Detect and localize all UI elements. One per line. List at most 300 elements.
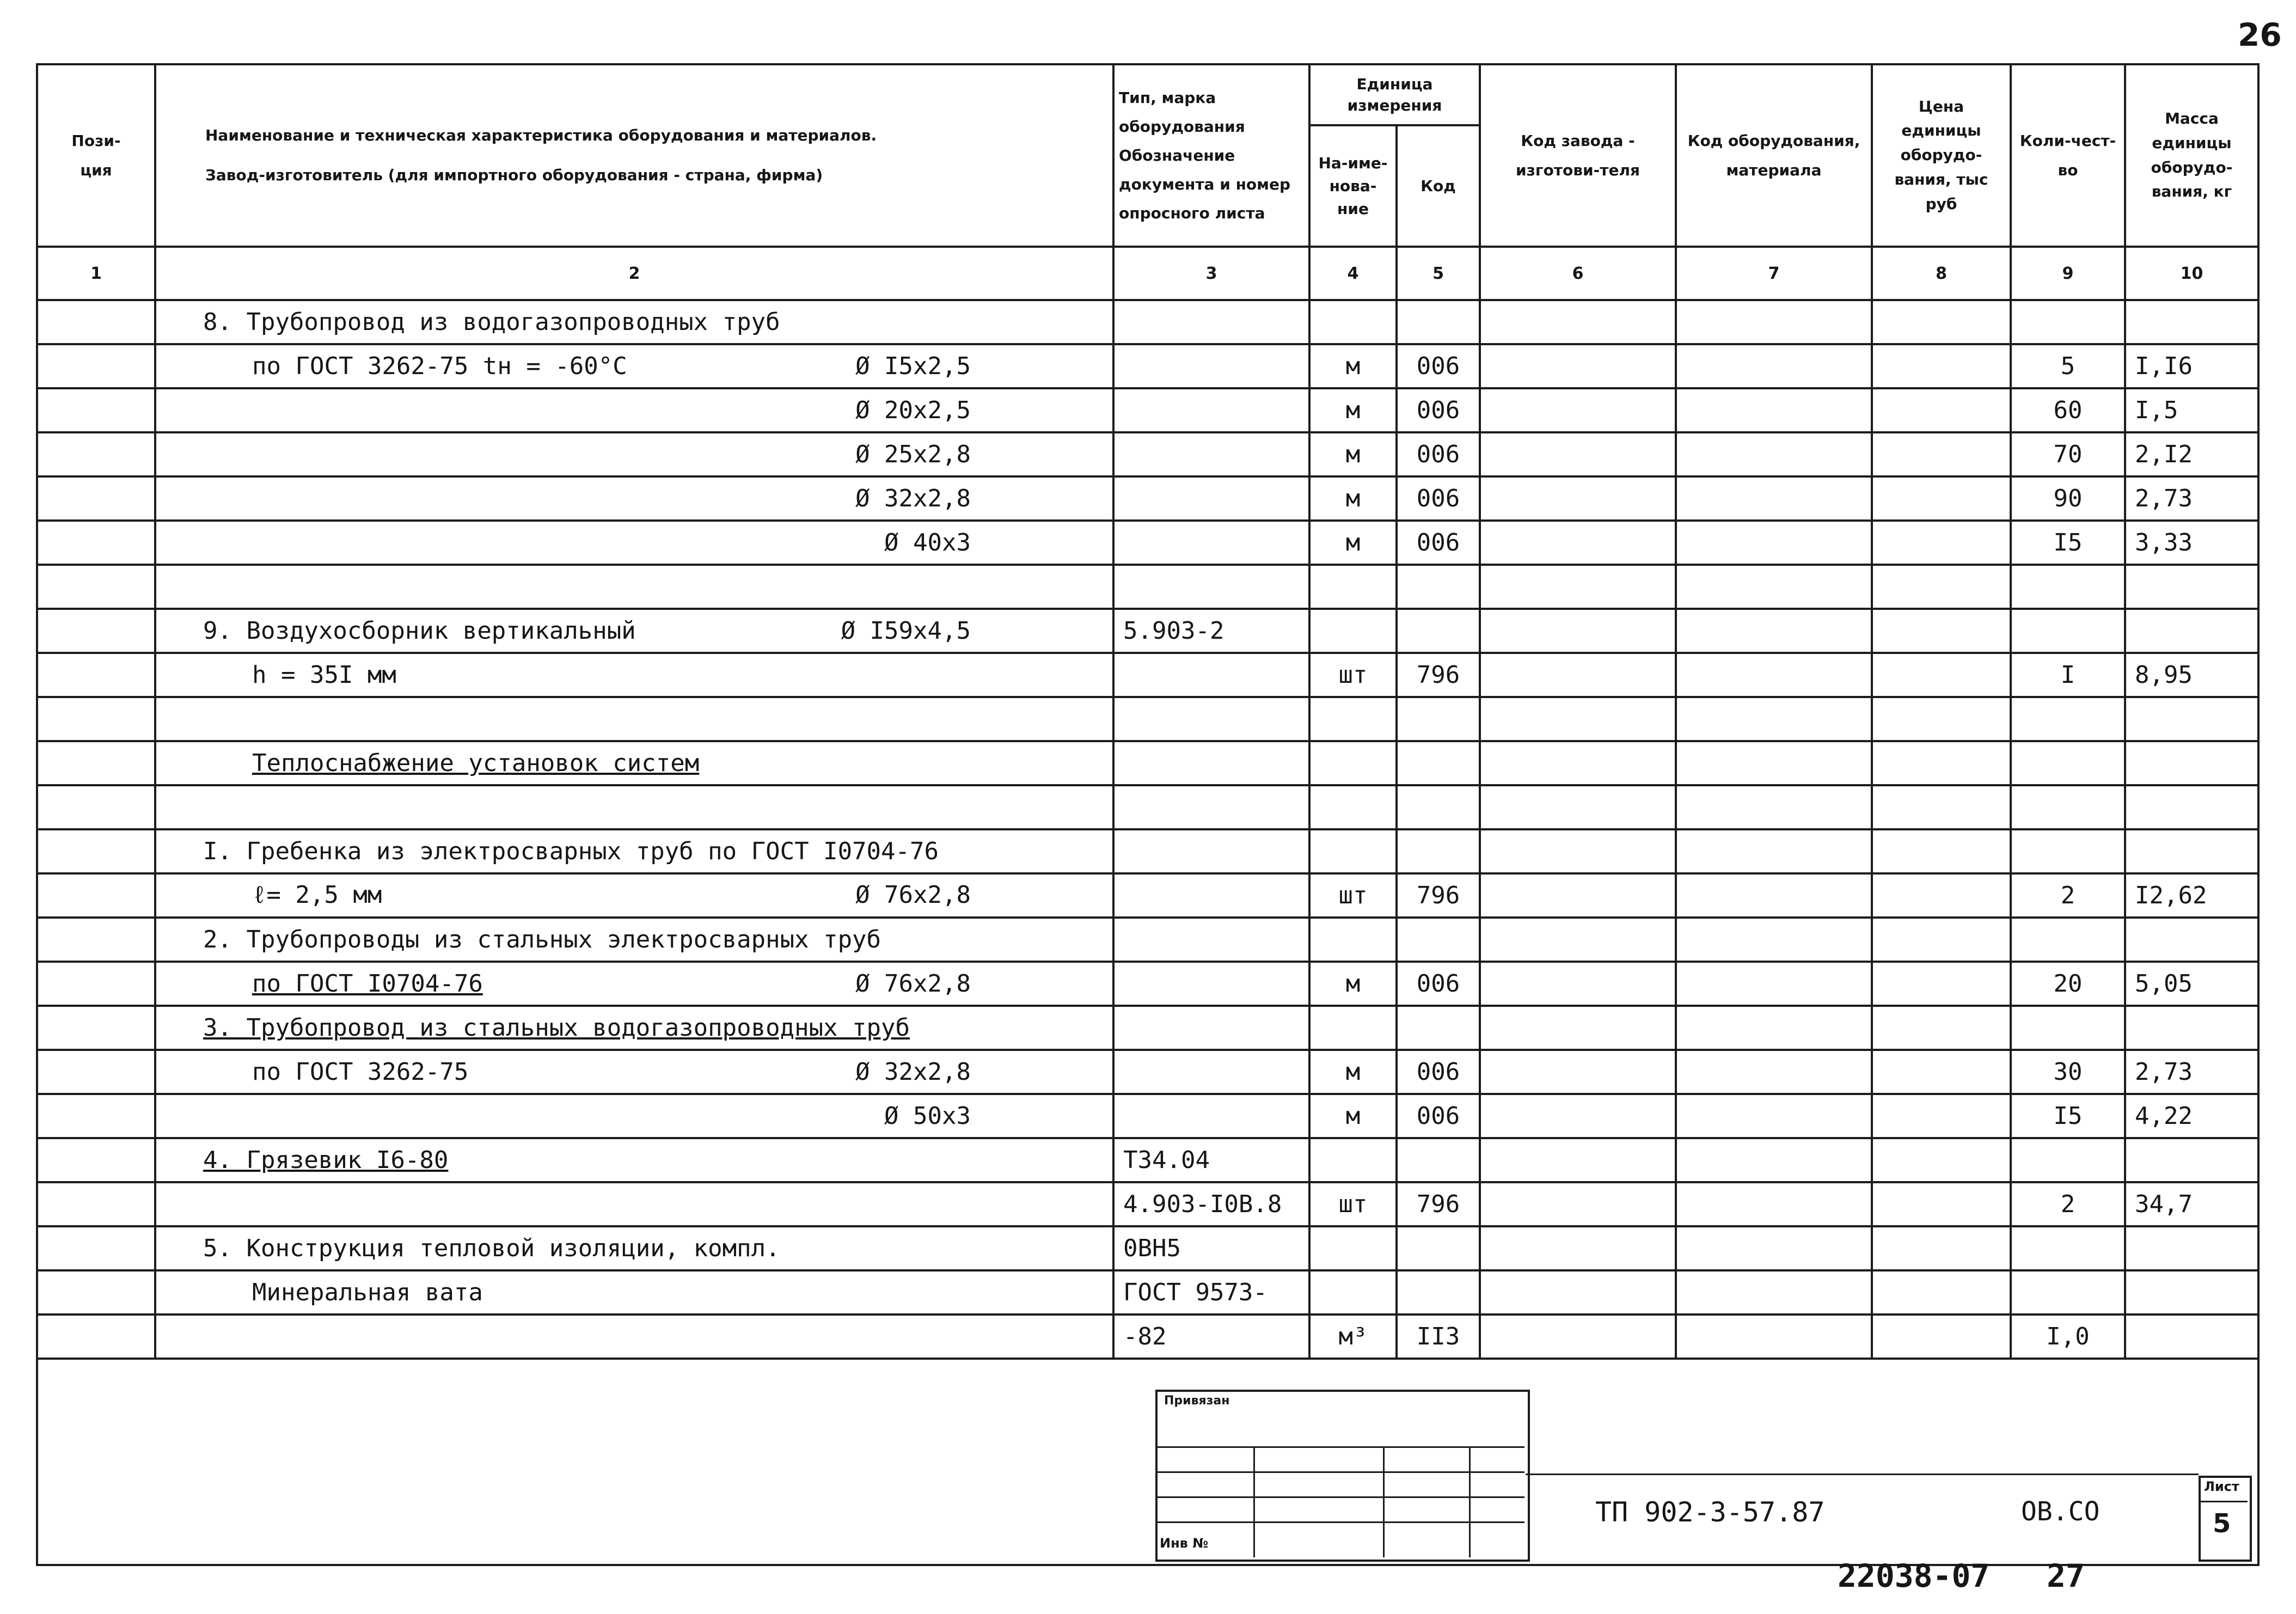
header-mass: Масса единицы оборудо-вания, кг — [2125, 64, 2258, 247]
item-name — [165, 441, 252, 468]
item-dimension: Ø 32х2,8 — [855, 485, 971, 512]
name-cell — [155, 741, 1113, 785]
stamp-line — [1383, 1446, 1385, 1557]
mass-cell: 3,33 — [2125, 521, 2258, 565]
item-dimension: Ø 40х3 — [884, 529, 971, 557]
item-name: 3. Трубопровод из стальных водогазопроводных труб — [203, 1014, 910, 1042]
material-code-cell — [1676, 609, 1872, 653]
material-code-cell — [1676, 300, 1872, 344]
unit-cell: м — [1309, 962, 1397, 1006]
name-cell — [155, 1315, 1113, 1359]
quantity-cell: I5 — [2011, 521, 2125, 565]
item-name: I. Гребенка из электросварных труб по ГОСТ I0704-76 — [203, 837, 939, 865]
position-cell — [37, 388, 155, 432]
title-block-line — [1526, 1474, 2199, 1475]
header-quantity: Коли-чест-во — [2011, 64, 2125, 247]
position-cell — [37, 344, 155, 388]
header-row — [37, 64, 2258, 125]
quantity-cell — [2011, 918, 2125, 962]
table-row — [37, 521, 2258, 565]
table-row — [37, 653, 2258, 697]
quantity-cell — [2011, 697, 2125, 741]
unit-code-cell: 006 — [1397, 476, 1480, 521]
unit-cell: м — [1309, 476, 1397, 521]
position-cell — [37, 829, 155, 873]
name-cell — [155, 300, 1113, 344]
unit-code-cell — [1397, 565, 1480, 609]
unit-code-cell: 006 — [1397, 1094, 1480, 1138]
table-row — [37, 697, 2258, 741]
type-cell — [1113, 873, 1309, 918]
header-type: Тип, марка оборудования Обозначение документа и номер опросного листа — [1113, 64, 1309, 247]
item-name: 9. Воздухосборник вертикальный — [203, 617, 636, 645]
name-cell — [155, 829, 1113, 873]
mass-cell: 4,22 — [2125, 1094, 2258, 1138]
table-row — [37, 785, 2258, 829]
quantity-cell: 20 — [2011, 962, 2125, 1006]
mass-cell — [2125, 697, 2258, 741]
material-code-cell — [1676, 785, 1872, 829]
table-row — [37, 1006, 2258, 1050]
price-cell — [1872, 300, 2011, 344]
mass-cell: 8,95 — [2125, 653, 2258, 697]
quantity-cell — [2011, 829, 2125, 873]
item-name — [165, 1102, 252, 1130]
factory-code-cell — [1480, 697, 1676, 741]
item-name: ℓ= 2,5 мм — [252, 881, 382, 909]
factory-code-cell — [1480, 521, 1676, 565]
price-cell — [1872, 653, 2011, 697]
material-code-cell — [1676, 653, 1872, 697]
unit-code-cell: 006 — [1397, 432, 1480, 476]
name-cell — [155, 1226, 1113, 1270]
quantity-cell: 70 — [2011, 432, 2125, 476]
unit-cell — [1309, 741, 1397, 785]
type-cell — [1113, 918, 1309, 962]
header-factory-code: Код завода - изготови-теля — [1480, 64, 1676, 247]
quantity-cell — [2011, 609, 2125, 653]
attachment-stamp — [1155, 1390, 1530, 1562]
unit-cell — [1309, 565, 1397, 609]
material-code-cell — [1676, 432, 1872, 476]
position-cell — [37, 785, 155, 829]
material-code-cell — [1676, 476, 1872, 521]
unit-cell — [1309, 609, 1397, 653]
position-cell — [37, 1226, 155, 1270]
factory-code-cell — [1480, 1050, 1676, 1094]
price-cell — [1872, 476, 2011, 521]
price-cell — [1872, 1182, 2011, 1226]
material-code-cell — [1676, 344, 1872, 388]
sheet-box-line — [2200, 1501, 2248, 1502]
material-code-cell — [1676, 1138, 1872, 1182]
factory-code-cell — [1480, 741, 1676, 785]
unit-code-cell — [1397, 609, 1480, 653]
price-cell — [1872, 609, 2011, 653]
item-name: h = 35I мм — [252, 661, 396, 689]
quantity-cell: 5 — [2011, 344, 2125, 388]
item-name: 5. Конструкция тепловой изоляции, компл. — [203, 1234, 780, 1262]
price-cell — [1872, 918, 2011, 962]
factory-code-cell — [1480, 1226, 1676, 1270]
position-cell — [37, 697, 155, 741]
price-cell — [1872, 565, 2011, 609]
type-cell: 0ВН5 — [1113, 1226, 1309, 1270]
unit-cell: м — [1309, 1094, 1397, 1138]
stamp-line — [1469, 1446, 1471, 1557]
factory-code-cell — [1480, 962, 1676, 1006]
table-row — [37, 609, 2258, 653]
unit-code-cell: 006 — [1397, 962, 1480, 1006]
name-cell — [155, 1182, 1113, 1226]
factory-code-cell — [1480, 1315, 1676, 1359]
stamp-line — [1253, 1446, 1255, 1557]
position-cell — [37, 1094, 155, 1138]
name-cell — [155, 1270, 1113, 1315]
item-dimension: Ø I5х2,5 — [855, 352, 971, 380]
item-name: Теплоснабжение установок систем — [252, 749, 700, 777]
unit-code-cell — [1397, 1270, 1480, 1315]
price-cell — [1872, 1006, 2011, 1050]
material-code-cell — [1676, 697, 1872, 741]
item-name: 8. Трубопровод из водогазопроводных труб — [203, 308, 780, 336]
table-row — [37, 1315, 2258, 1359]
material-code-cell — [1676, 873, 1872, 918]
material-code-cell — [1676, 1226, 1872, 1270]
document-code: ТП 902-3-57.87 — [1595, 1496, 1825, 1528]
unit-cell — [1309, 918, 1397, 962]
unit-code-cell — [1397, 918, 1480, 962]
header-name-line1: Наименование и техническая характеристика оборудования и материалов. — [205, 126, 877, 144]
factory-code-cell — [1480, 1094, 1676, 1138]
type-cell — [1113, 344, 1309, 388]
type-cell — [1113, 1050, 1309, 1094]
mass-cell — [2125, 741, 2258, 785]
price-cell — [1872, 1138, 2011, 1182]
price-cell — [1872, 344, 2011, 388]
unit-cell: шт — [1309, 653, 1397, 697]
price-cell — [1872, 388, 2011, 432]
column-number: 6 — [1480, 247, 1676, 300]
unit-cell: м — [1309, 521, 1397, 565]
price-cell — [1872, 1226, 2011, 1270]
price-cell — [1872, 697, 2011, 741]
factory-code-cell — [1480, 785, 1676, 829]
name-cell — [155, 1094, 1113, 1138]
unit-code-cell: 006 — [1397, 521, 1480, 565]
factory-code-cell — [1480, 432, 1676, 476]
position-cell — [37, 476, 155, 521]
mass-cell: I2,62 — [2125, 873, 2258, 918]
factory-code-cell — [1480, 918, 1676, 962]
material-code-cell — [1676, 565, 1872, 609]
price-cell — [1872, 741, 2011, 785]
column-number: 3 — [1113, 247, 1309, 300]
unit-code-cell: 796 — [1397, 1182, 1480, 1226]
price-cell — [1872, 962, 2011, 1006]
unit-cell — [1309, 1270, 1397, 1315]
specification-table — [36, 63, 2260, 1360]
unit-cell: шт — [1309, 1182, 1397, 1226]
mass-cell: I,5 — [2125, 388, 2258, 432]
material-code-cell — [1676, 1182, 1872, 1226]
unit-code-cell — [1397, 697, 1480, 741]
quantity-cell: 2 — [2011, 873, 2125, 918]
unit-code-cell — [1397, 1226, 1480, 1270]
name-cell — [155, 432, 1113, 476]
price-cell — [1872, 432, 2011, 476]
table-row — [37, 918, 2258, 962]
item-name — [165, 485, 252, 512]
position-cell — [37, 1315, 155, 1359]
price-cell — [1872, 1050, 2011, 1094]
table-row — [37, 300, 2258, 344]
type-cell — [1113, 521, 1309, 565]
item-dimension: Ø 76х2,8 — [855, 881, 971, 909]
item-dimension: Ø 20х2,5 — [855, 396, 971, 424]
header-name — [155, 64, 1113, 247]
name-cell — [155, 521, 1113, 565]
table-row — [37, 1094, 2258, 1138]
factory-code-cell — [1480, 565, 1676, 609]
mass-cell — [2125, 829, 2258, 873]
price-cell — [1872, 829, 2011, 873]
type-cell — [1113, 653, 1309, 697]
quantity-cell — [2011, 1270, 2125, 1315]
type-cell — [1113, 300, 1309, 344]
name-cell — [155, 962, 1113, 1006]
position-cell — [37, 1138, 155, 1182]
unit-code-cell — [1397, 300, 1480, 344]
mass-cell — [2125, 1270, 2258, 1315]
type-cell — [1113, 697, 1309, 741]
material-code-cell — [1676, 1006, 1872, 1050]
mass-cell: 2,73 — [2125, 476, 2258, 521]
item-dimension: Ø 32х2,8 — [855, 1058, 971, 1086]
item-name: по ГОСТ 3262-75 tн = -60°С — [252, 352, 627, 380]
position-cell — [37, 609, 155, 653]
material-code-cell — [1676, 1094, 1872, 1138]
table-row — [37, 962, 2258, 1006]
quantity-cell: I5 — [2011, 1094, 2125, 1138]
factory-code-cell — [1480, 653, 1676, 697]
document-suffix: ОВ.СО — [2021, 1496, 2100, 1527]
table-row — [37, 1138, 2258, 1182]
material-code-cell — [1676, 741, 1872, 785]
factory-code-cell — [1480, 388, 1676, 432]
position-cell — [37, 521, 155, 565]
item-name — [165, 529, 252, 557]
quantity-cell: I,0 — [2011, 1315, 2125, 1359]
mass-cell — [2125, 300, 2258, 344]
table-body — [37, 300, 2258, 1359]
type-cell — [1113, 741, 1309, 785]
factory-code-cell — [1480, 1270, 1676, 1315]
factory-code-cell — [1480, 300, 1676, 344]
mass-cell — [2125, 1138, 2258, 1182]
column-number: 4 — [1309, 247, 1397, 300]
mass-cell — [2125, 1006, 2258, 1050]
header-material-code: Код оборудования, материала — [1676, 64, 1872, 247]
column-number: 8 — [1872, 247, 2011, 300]
column-number: 9 — [2011, 247, 2125, 300]
item-dimension: Ø 25х2,8 — [855, 441, 971, 468]
name-cell — [155, 565, 1113, 609]
unit-cell — [1309, 785, 1397, 829]
factory-code-cell — [1480, 1138, 1676, 1182]
sheet-label: Лист — [2204, 1479, 2239, 1494]
mass-cell: 2,73 — [2125, 1050, 2258, 1094]
type-cell — [1113, 1094, 1309, 1138]
unit-cell: м — [1309, 344, 1397, 388]
table-row — [37, 388, 2258, 432]
unit-cell — [1309, 1226, 1397, 1270]
header-position: Пози- ция — [37, 64, 155, 247]
type-cell — [1113, 1006, 1309, 1050]
unit-cell — [1309, 829, 1397, 873]
header-unit-code: Код — [1397, 125, 1480, 247]
mass-cell — [2125, 785, 2258, 829]
quantity-cell — [2011, 300, 2125, 344]
unit-code-cell — [1397, 1138, 1480, 1182]
quantity-cell — [2011, 565, 2125, 609]
factory-code-cell — [1480, 1006, 1676, 1050]
type-cell — [1113, 829, 1309, 873]
unit-code-cell — [1397, 741, 1480, 785]
price-cell — [1872, 785, 2011, 829]
table-row — [37, 1182, 2258, 1226]
mass-cell — [2125, 565, 2258, 609]
price-cell — [1872, 1315, 2011, 1359]
header-name-line2: Завод-изготовитель (для импортного оборудования - страна, фирма) — [205, 166, 823, 184]
material-code-cell — [1676, 1050, 1872, 1094]
unit-cell — [1309, 1138, 1397, 1182]
quantity-cell — [2011, 1006, 2125, 1050]
mass-cell: 5,05 — [2125, 962, 2258, 1006]
table-row — [37, 432, 2258, 476]
name-cell — [155, 697, 1113, 741]
unit-cell: шт — [1309, 873, 1397, 918]
mass-cell: 2,I2 — [2125, 432, 2258, 476]
quantity-cell — [2011, 741, 2125, 785]
quantity-cell: 30 — [2011, 1050, 2125, 1094]
column-numbers-row — [37, 247, 2258, 300]
header-unit-group: Единица измерения — [1309, 64, 1480, 125]
unit-cell: м³ — [1309, 1315, 1397, 1359]
name-cell — [155, 1050, 1113, 1094]
type-cell: 5.903-2 — [1113, 609, 1309, 653]
position-cell — [37, 432, 155, 476]
page-number: 26 — [2238, 16, 2282, 53]
order-number: 22038-07 27 — [1838, 1557, 2085, 1594]
name-cell — [155, 653, 1113, 697]
inventory-label: Инв № — [1160, 1536, 1209, 1551]
position-cell — [37, 300, 155, 344]
material-code-cell — [1676, 829, 1872, 873]
item-dimension: Ø I59х4,5 — [841, 617, 971, 645]
price-cell — [1872, 1094, 2011, 1138]
type-cell: -82 — [1113, 1315, 1309, 1359]
column-number: 2 — [155, 247, 1113, 300]
mass-cell — [2125, 1315, 2258, 1359]
unit-code-cell — [1397, 829, 1480, 873]
item-dimension: Ø 50х3 — [884, 1102, 971, 1130]
factory-code-cell — [1480, 344, 1676, 388]
quantity-cell: I — [2011, 653, 2125, 697]
sheet-number: 5 — [2213, 1508, 2231, 1539]
factory-code-cell — [1480, 609, 1676, 653]
material-code-cell — [1676, 1270, 1872, 1315]
factory-code-cell — [1480, 829, 1676, 873]
position-cell — [37, 653, 155, 697]
name-cell — [155, 1006, 1113, 1050]
column-number: 1 — [37, 247, 155, 300]
unit-cell — [1309, 1006, 1397, 1050]
mass-cell: I,I6 — [2125, 344, 2258, 388]
unit-cell — [1309, 697, 1397, 741]
quantity-cell — [2011, 1226, 2125, 1270]
item-name: по ГОСТ I0704-76 — [252, 970, 483, 998]
quantity-cell: 2 — [2011, 1182, 2125, 1226]
price-cell — [1872, 1270, 2011, 1315]
table-row — [37, 476, 2258, 521]
position-cell — [37, 1050, 155, 1094]
unit-code-cell: 006 — [1397, 344, 1480, 388]
mass-cell — [2125, 918, 2258, 962]
unit-cell: м — [1309, 388, 1397, 432]
item-name: Минеральная вата — [252, 1279, 483, 1306]
quantity-cell — [2011, 785, 2125, 829]
table-row — [37, 741, 2258, 785]
quantity-cell — [2011, 1138, 2125, 1182]
unit-cell: м — [1309, 432, 1397, 476]
name-cell — [155, 873, 1113, 918]
unit-code-cell: 796 — [1397, 653, 1480, 697]
position-cell — [37, 873, 155, 918]
position-cell — [37, 1182, 155, 1226]
type-cell: 4.903-I0В.8 — [1113, 1182, 1309, 1226]
column-number: 5 — [1397, 247, 1480, 300]
mass-cell — [2125, 1226, 2258, 1270]
quantity-cell: 90 — [2011, 476, 2125, 521]
unit-code-cell — [1397, 785, 1480, 829]
position-cell — [37, 1006, 155, 1050]
material-code-cell — [1676, 1315, 1872, 1359]
item-name: по ГОСТ 3262-75 — [252, 1058, 469, 1086]
table-row — [37, 1270, 2258, 1315]
type-cell — [1113, 785, 1309, 829]
name-cell — [155, 785, 1113, 829]
position-cell — [37, 741, 155, 785]
stamp-label: Привязан — [1164, 1394, 1230, 1408]
type-cell: ГОСТ 9573- — [1113, 1270, 1309, 1315]
factory-code-cell — [1480, 873, 1676, 918]
factory-code-cell — [1480, 476, 1676, 521]
material-code-cell — [1676, 962, 1872, 1006]
unit-code-cell: 006 — [1397, 388, 1480, 432]
unit-code-cell: II3 — [1397, 1315, 1480, 1359]
name-cell — [155, 388, 1113, 432]
type-cell — [1113, 962, 1309, 1006]
factory-code-cell — [1480, 1182, 1676, 1226]
type-cell: Т34.04 — [1113, 1138, 1309, 1182]
table-row — [37, 565, 2258, 609]
table-row — [37, 829, 2258, 873]
table-row — [37, 1226, 2258, 1270]
name-cell — [155, 344, 1113, 388]
price-cell — [1872, 873, 2011, 918]
header-price: Цена единицы оборудо-вания, тыс руб — [1872, 64, 2011, 247]
